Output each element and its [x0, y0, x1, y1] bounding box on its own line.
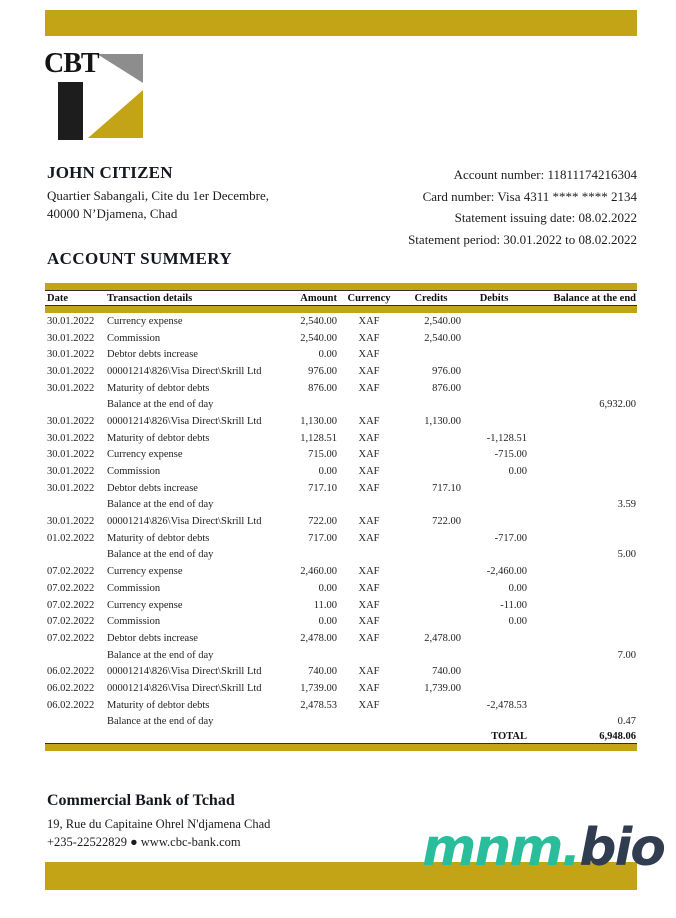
- table-cell: XAF: [358, 382, 380, 394]
- table-cell: Balance at the end of day: [107, 499, 214, 511]
- table-cell: 717.10: [308, 482, 337, 494]
- table-cell: Maturity of debtor debts: [107, 382, 210, 394]
- table-top-gold-bar: [45, 283, 637, 290]
- column-header-credits: Credits: [414, 292, 448, 304]
- table-cell: XAF: [358, 349, 380, 361]
- table-cell: XAF: [358, 332, 380, 344]
- table-cell: 976.00: [308, 365, 337, 377]
- table-cell: 30.01.2022: [47, 466, 95, 478]
- table-row: [45, 580, 637, 597]
- table-cell: 1,739.00: [424, 682, 461, 694]
- table-cell: XAF: [358, 516, 380, 528]
- table-cell: XAF: [358, 582, 380, 594]
- table-cell: 717.10: [432, 482, 461, 494]
- table-cell: 30.01.2022: [47, 482, 95, 494]
- table-cell: 00001214\826\Visa Direct\Skrill Ltd: [107, 682, 262, 694]
- table-cell: XAF: [358, 466, 380, 478]
- table-cell: 1,739.00: [300, 682, 337, 694]
- watermark-logo: [422, 818, 664, 878]
- table-cell: 00001214\826\Visa Direct\Skrill Ltd: [107, 516, 262, 528]
- table-cell: 6,932.00: [599, 399, 636, 411]
- account-info-block: [408, 164, 637, 250]
- table-cell: 07.02.2022: [47, 599, 95, 611]
- table-cell: 2,540.00: [300, 332, 337, 344]
- table-cell: 07.02.2022: [47, 632, 95, 644]
- table-cell: 717.00: [308, 532, 337, 544]
- table-cell: 00001214\826\Visa Direct\Skrill Ltd: [107, 415, 262, 427]
- table-cell: 722.00: [432, 516, 461, 528]
- table-cell: -2,478.53: [486, 699, 527, 711]
- table-cell: 0.00: [508, 582, 527, 594]
- table-cell: 07.02.2022: [47, 566, 95, 578]
- table-cell: 2,478.53: [300, 699, 337, 711]
- table-row: [45, 497, 637, 514]
- table-cell: 2,460.00: [300, 566, 337, 578]
- footer-contact: +235-22522829 ● www.cbc-bank.com: [47, 835, 241, 849]
- table-row: [45, 480, 637, 497]
- table-row: [45, 714, 637, 731]
- table-cell: Commission: [107, 616, 161, 628]
- statement-issuing-date: Statement issuing date: 08.02.2022: [454, 210, 637, 225]
- column-header-details: Transaction details: [107, 292, 193, 304]
- table-cell: 2,540.00: [424, 332, 461, 344]
- table-cell: XAF: [358, 566, 380, 578]
- column-header-amount: Amount: [300, 292, 337, 304]
- table-cell: -11.00: [500, 599, 527, 611]
- table-header-row: [45, 291, 637, 305]
- table-cell: 2,540.00: [300, 315, 337, 327]
- table-cell: XAF: [358, 632, 380, 644]
- table-cell: 30.01.2022: [47, 449, 95, 461]
- table-row: [45, 463, 637, 480]
- table-row: [45, 396, 637, 413]
- table-row: [45, 547, 637, 564]
- table-cell: 3.59: [617, 499, 636, 511]
- table-cell: XAF: [358, 532, 380, 544]
- table-cell: Debtor debts increase: [107, 482, 198, 494]
- watermark-mnm: mnm.: [422, 818, 580, 878]
- table-row: [45, 513, 637, 530]
- table-cell: Maturity of debtor debts: [107, 432, 210, 444]
- section-title: ACCOUNT SUMMERY: [47, 249, 233, 268]
- table-cell: XAF: [358, 616, 380, 628]
- transactions-table: [45, 283, 637, 751]
- table-cell: 0.00: [318, 466, 337, 478]
- table-cell: Commission: [107, 582, 161, 594]
- table-row: [45, 380, 637, 397]
- table-cell: 30.01.2022: [47, 432, 95, 444]
- table-cell: 30.01.2022: [47, 516, 95, 528]
- table-cell: Currency expense: [107, 566, 183, 578]
- table-cell: Currency expense: [107, 599, 183, 611]
- top-gold-bar: [45, 10, 637, 36]
- table-cell: 876.00: [432, 382, 461, 394]
- table-cell: 722.00: [308, 516, 337, 528]
- table-cell: XAF: [358, 682, 380, 694]
- table-cell: 976.00: [432, 365, 461, 377]
- table-cell: Commission: [107, 466, 161, 478]
- table-cell: -2,460.00: [486, 566, 527, 578]
- table-cell: 11.00: [313, 599, 337, 611]
- table-cell: 2,478.00: [424, 632, 461, 644]
- table-cell: XAF: [358, 365, 380, 377]
- table-cell: Balance at the end of day: [107, 399, 214, 411]
- table-cell: Commission: [107, 332, 161, 344]
- footer-address: 19, Rue du Capitaine Ohrel N'djamena Chad: [47, 817, 271, 831]
- customer-name: JOHN CITIZEN: [47, 163, 173, 182]
- table-bottom-gold-bar: [45, 744, 637, 751]
- table-cell: 00001214\826\Visa Direct\Skrill Ltd: [107, 666, 262, 678]
- table-cell: 30.01.2022: [47, 315, 95, 327]
- bank-logo-text: CBT: [44, 48, 99, 79]
- table-row: [45, 663, 637, 680]
- table-cell: -715.00: [494, 449, 527, 461]
- table-cell: 30.01.2022: [47, 365, 95, 377]
- table-row: [45, 313, 637, 330]
- table-cell: 1,130.00: [300, 415, 337, 427]
- table-cell: 07.02.2022: [47, 582, 95, 594]
- table-cell: 5.00: [617, 549, 636, 561]
- table-cell: Maturity of debtor debts: [107, 532, 210, 544]
- table-row: [45, 563, 637, 580]
- table-cell: 30.01.2022: [47, 382, 95, 394]
- footer-bank-name: Commercial Bank of Tchad: [47, 792, 235, 809]
- table-row: [45, 613, 637, 630]
- table-cell: Balance at the end of day: [107, 716, 214, 728]
- table-cell: XAF: [358, 432, 380, 444]
- table-cell: 07.02.2022: [47, 616, 95, 628]
- table-cell: XAF: [358, 482, 380, 494]
- table-cell: 7.00: [617, 649, 636, 661]
- table-cell: 01.02.2022: [47, 532, 95, 544]
- table-cell: 30.01.2022: [47, 349, 95, 361]
- table-cell: XAF: [358, 599, 380, 611]
- column-header-balance: Balance at the end: [553, 292, 636, 304]
- table-cell: 0.00: [318, 582, 337, 594]
- table-row: [45, 413, 637, 430]
- customer-address-line1: Quartier Sabangali, Cite du 1er Decembre,: [47, 188, 269, 203]
- watermark-bio: bio: [579, 818, 664, 878]
- table-cell: XAF: [358, 415, 380, 427]
- table-cell: 00001214\826\Visa Direct\Skrill Ltd: [107, 365, 262, 377]
- table-cell: 06.02.2022: [47, 682, 95, 694]
- table-cell: 740.00: [308, 666, 337, 678]
- table-cell: 1,130.00: [424, 415, 461, 427]
- statement-period: Statement period: 30.01.2022 to 08.02.2022: [408, 231, 637, 247]
- table-row: [45, 597, 637, 614]
- customer-block: [47, 163, 269, 223]
- card-number: Card number: Visa 4311 **** **** 2134: [422, 188, 637, 204]
- table-cell: Debtor debts increase: [107, 349, 198, 361]
- table-cell: 0.47: [617, 716, 636, 728]
- column-header-debits: Debits: [479, 292, 509, 304]
- table-cell: 0.00: [508, 466, 527, 478]
- bank-logo: [43, 48, 145, 141]
- table-cell: 0.00: [318, 616, 337, 628]
- table-row: [45, 680, 637, 697]
- table-cell: 2,540.00: [424, 315, 461, 327]
- table-cell: 740.00: [432, 666, 461, 678]
- total-value: 6,948.06: [599, 731, 636, 743]
- table-row: [45, 363, 637, 380]
- table-row: [45, 647, 637, 664]
- table-cell: 715.00: [308, 449, 337, 461]
- table-cell: -1,128.51: [486, 432, 527, 444]
- customer-address-line2: 40000 N’Djamena, Chad: [47, 206, 178, 221]
- table-cell: Currency expense: [107, 449, 183, 461]
- transactions-body: [45, 313, 637, 730]
- account-number: Account number: 11811174216304: [453, 167, 637, 182]
- table-cell: -717.00: [494, 532, 527, 544]
- table-cell: Maturity of debtor debts: [107, 699, 210, 711]
- table-cell: 06.02.2022: [47, 699, 95, 711]
- table-cell: XAF: [358, 666, 380, 678]
- table-row: [45, 447, 637, 464]
- table-cell: XAF: [358, 315, 380, 327]
- table-cell: 30.01.2022: [47, 332, 95, 344]
- column-header-currency: Currency: [347, 292, 391, 304]
- table-cell: Currency expense: [107, 315, 183, 327]
- table-cell: 30.01.2022: [47, 415, 95, 427]
- table-cell: 1,128.51: [300, 432, 337, 444]
- column-header-date: Date: [47, 292, 68, 304]
- table-row: [45, 330, 637, 347]
- total-label: TOTAL: [491, 731, 527, 743]
- table-row: [45, 697, 637, 714]
- table-cell: 0.00: [318, 349, 337, 361]
- footer-block: [47, 792, 270, 851]
- table-cell: XAF: [358, 449, 380, 461]
- table-cell: Debtor debts increase: [107, 632, 198, 644]
- table-cell: 876.00: [308, 382, 337, 394]
- table-total-row: [45, 730, 637, 743]
- table-cell: 06.02.2022: [47, 666, 95, 678]
- table-row: [45, 430, 637, 447]
- table-cell: XAF: [358, 699, 380, 711]
- table-cell: Balance at the end of day: [107, 549, 214, 561]
- table-cell: 2,478.00: [300, 632, 337, 644]
- table-row: [45, 630, 637, 647]
- table-row: [45, 530, 637, 547]
- table-cell: Balance at the end of day: [107, 649, 214, 661]
- table-row: [45, 346, 637, 363]
- table-cell: 0.00: [508, 616, 527, 628]
- table-header-gold-bar: [45, 306, 637, 313]
